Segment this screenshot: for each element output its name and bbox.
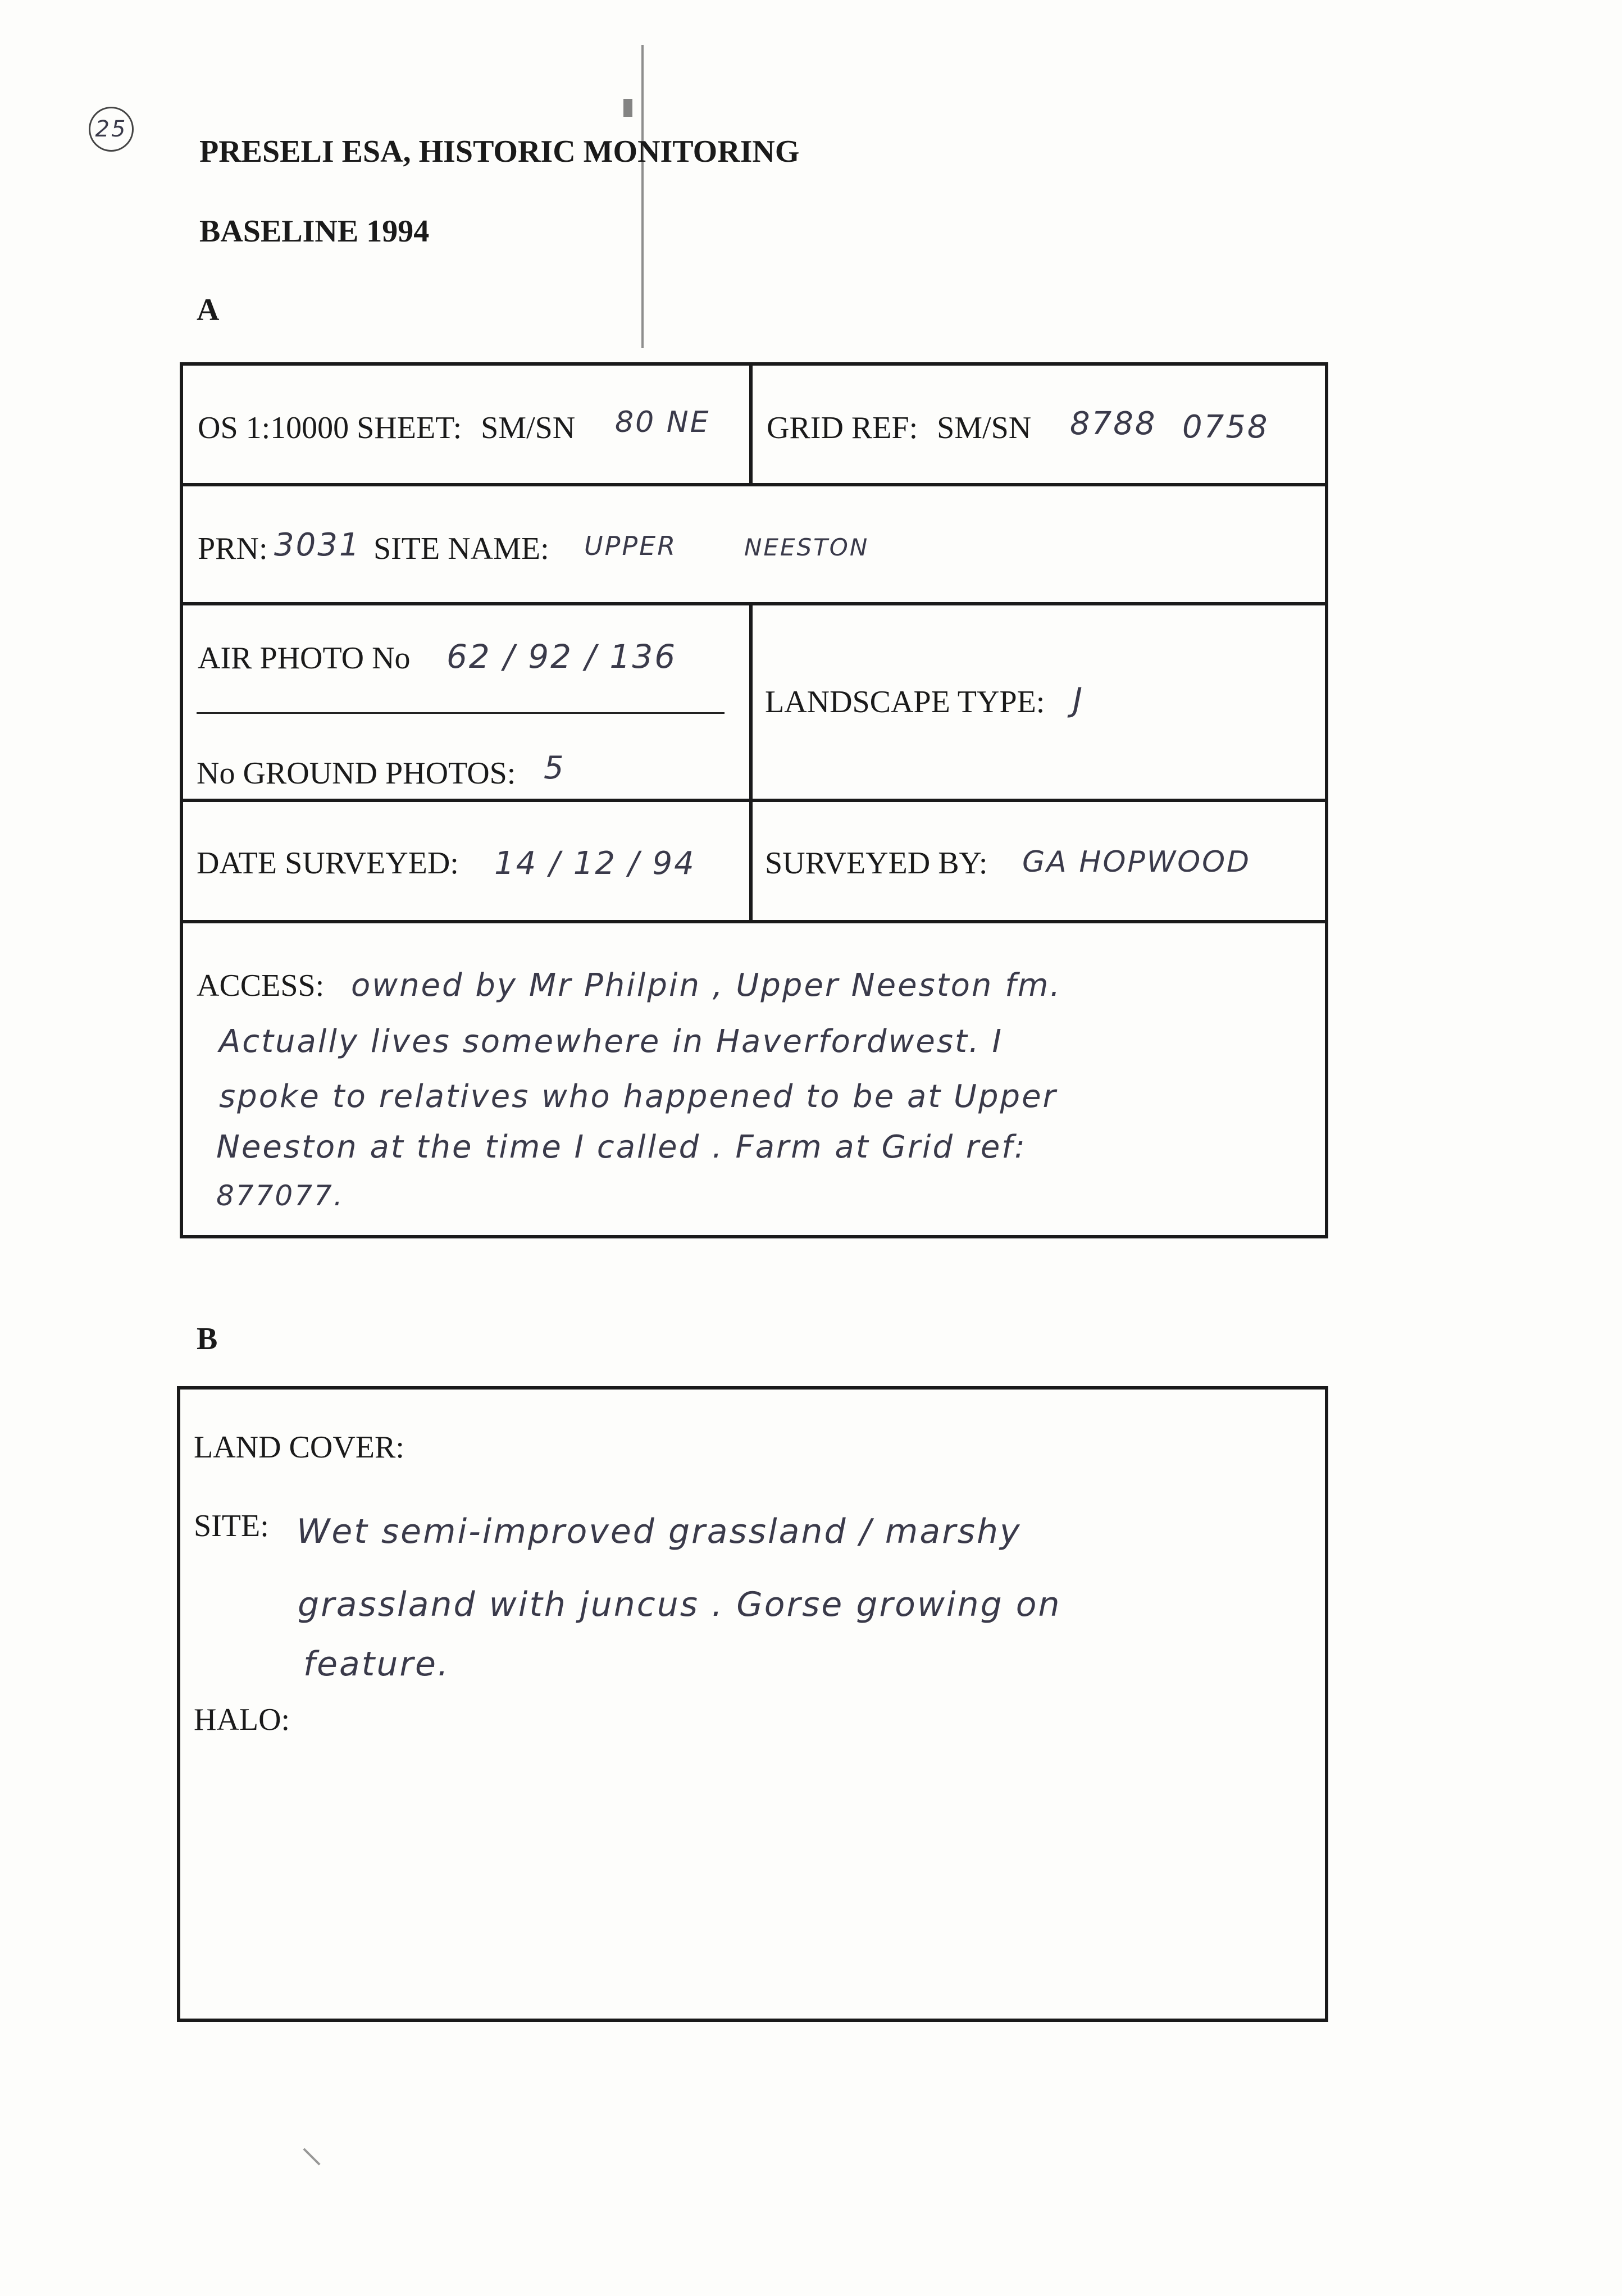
site-label: SITE: (194, 1509, 269, 1543)
date-surveyed-label: DATE SURVEYED: (197, 846, 459, 881)
row-divider-2 (180, 602, 1328, 605)
grid-ref-value-1: 8788 (1070, 406, 1157, 442)
ground-photos-value: 5 (544, 750, 566, 786)
prn-value: 3031 (274, 527, 361, 563)
air-photo-value: 62 / 92 / 136 (446, 637, 677, 676)
landscape-type-value: J (1073, 681, 1085, 719)
scan-mark-vertical (641, 45, 644, 348)
page-number: 25 (95, 116, 127, 142)
row-divider-1 (180, 483, 1328, 486)
grid-ref-label-text: GRID REF: (767, 411, 918, 445)
surveyed-by-label: SURVEYED BY: (765, 846, 988, 881)
os-sheet-label-text: OS 1:10000 SHEET: (198, 411, 462, 445)
section-a-heading: A (197, 293, 220, 327)
air-photo-label: AIR PHOTO No (198, 641, 411, 676)
access-line-5: 877077. (216, 1179, 344, 1212)
os-sheet-value: 80 NE (615, 406, 710, 439)
access-line-2: Actually lives somewhere in Haverfordwest. I (219, 1023, 1004, 1060)
halo-label: HALO: (194, 1702, 290, 1737)
row-divider-4 (180, 920, 1328, 923)
ground-photos-label: No GROUND PHOTOS: (197, 756, 516, 791)
surveyed-by-value: GA HOPWOOD (1022, 845, 1251, 879)
site-name-value-2: NEESTON (744, 534, 869, 561)
scan-mark-bottom (303, 2148, 320, 2165)
section-b-form (177, 1386, 1328, 2022)
document-subtitle: BASELINE 1994 (199, 214, 430, 249)
col-divider-rows3-4 (749, 602, 753, 921)
document-title: PRESELI ESA, HISTORIC MONITORING (199, 134, 800, 169)
date-surveyed-value: 14 / 12 / 94 (494, 845, 696, 882)
site-line-2: grassland with juncus . Gorse growing on (298, 1585, 1061, 1624)
access-label: ACCESS: (197, 968, 325, 1003)
os-sheet-prefix: SM/SN (481, 411, 576, 445)
access-line-4: Neeston at the time I called . Farm at Grid ref: (216, 1129, 1027, 1165)
access-line-3: spoke to relatives who happened to be at Upper (219, 1078, 1058, 1115)
prn-label: PRN: (198, 531, 268, 566)
grid-ref-value-2: 0758 (1182, 409, 1269, 445)
landscape-type-label: LANDSCAPE TYPE: (765, 685, 1045, 719)
row-divider-3 (180, 799, 1328, 802)
page-number-circle (89, 107, 134, 152)
site-line-1: Wet semi-improved grassland / marshy (297, 1512, 1022, 1551)
air-photo-underline (197, 712, 725, 714)
access-line-1: owned by Mr Philpin , Upper Neeston fm. (351, 967, 1062, 1004)
site-name-label: SITE NAME: (373, 531, 549, 566)
scan-mark-dot (623, 99, 632, 117)
os-sheet-label (198, 410, 575, 446)
col-divider-row1 (749, 362, 753, 485)
section-b-heading: B (197, 1322, 218, 1356)
site-line-3: feature. (303, 1644, 450, 1684)
land-cover-label: LAND COVER: (194, 1430, 404, 1465)
grid-ref-label (767, 410, 1031, 446)
grid-ref-prefix: SM/SN (937, 411, 1032, 445)
site-name-value-1: UPPER (584, 531, 677, 561)
